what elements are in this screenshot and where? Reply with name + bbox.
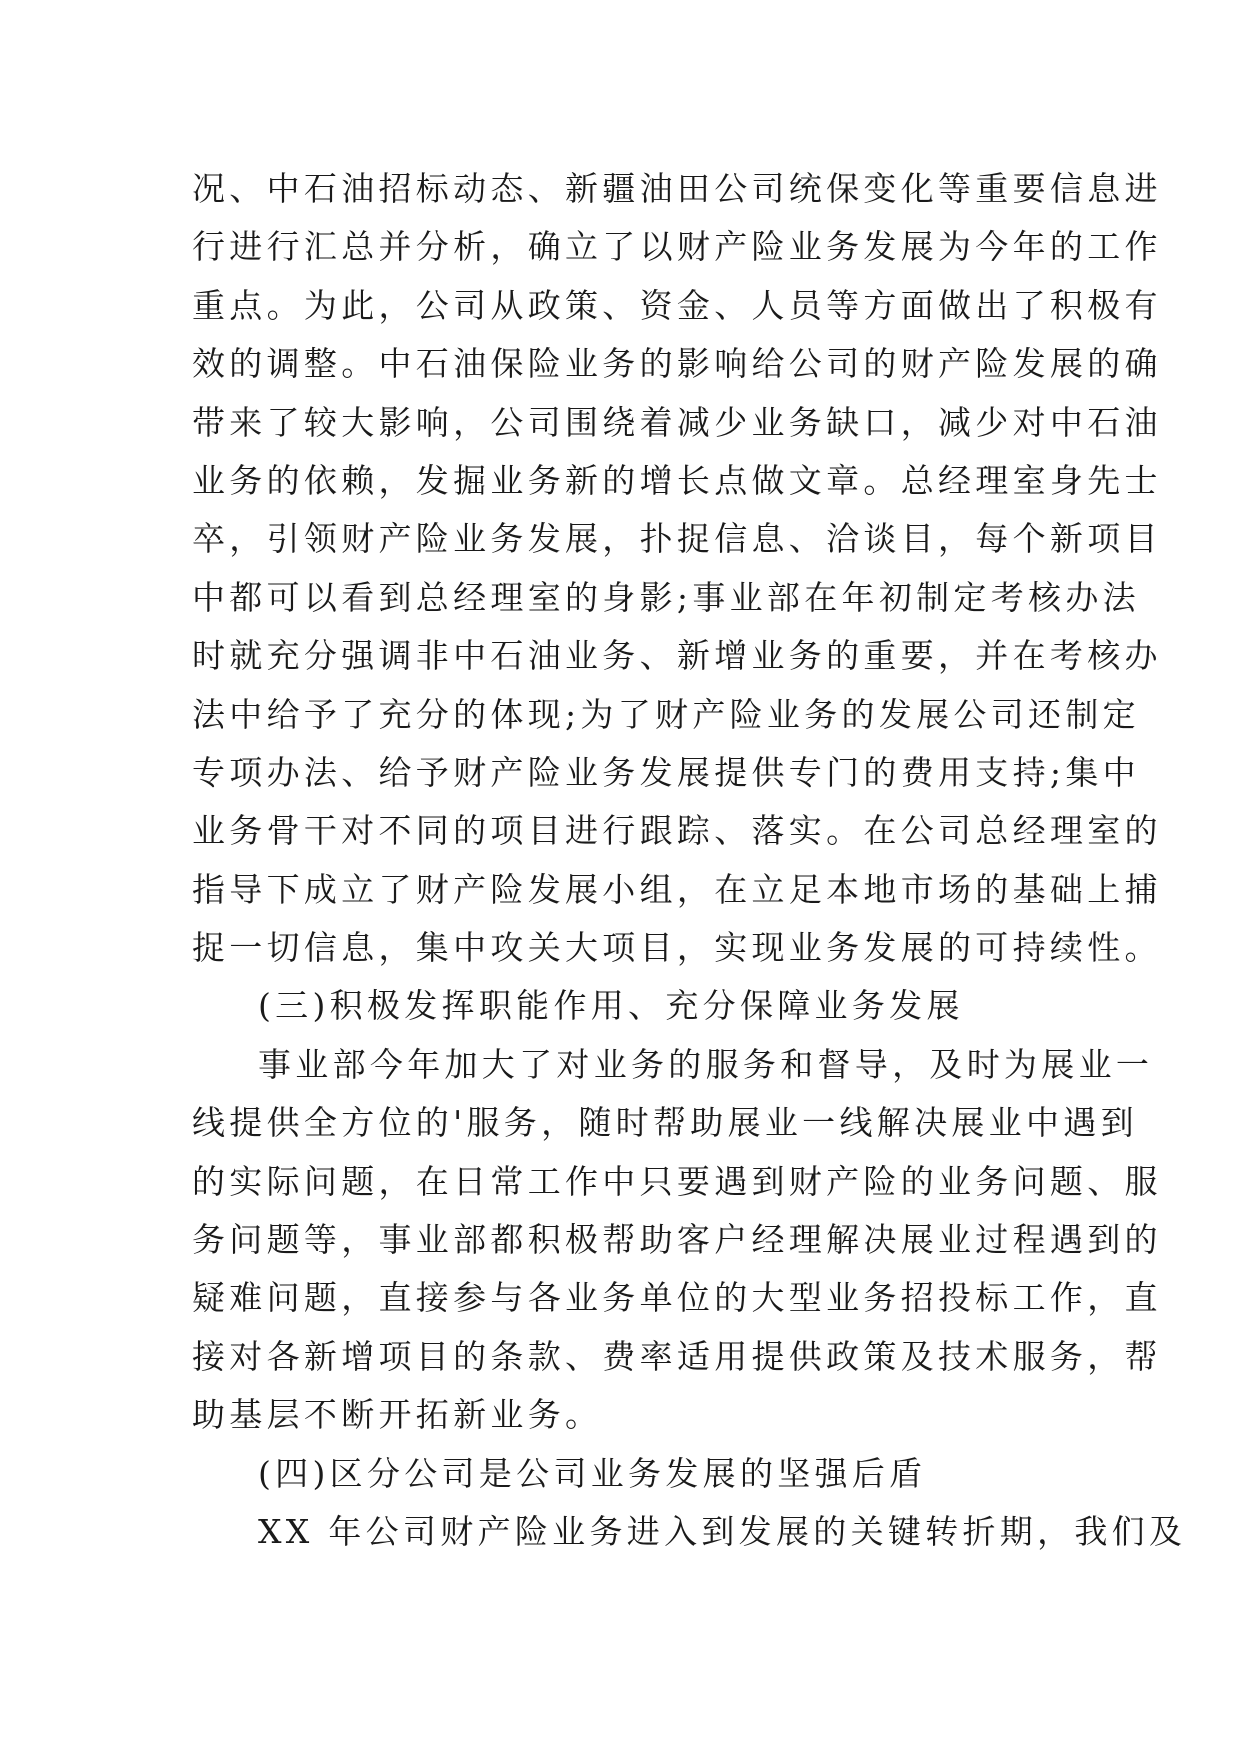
paragraph-2-line: 事业部今年加大了对业务的服务和督导，及时为展业一 xyxy=(258,1044,1154,1084)
paragraph-2-line: 线提供全方位的'服务，随时帮助展业一线解决展业中遇到 xyxy=(192,1103,1138,1143)
paragraph-2-line: 助基层不断开拓新业务。 xyxy=(192,1395,603,1435)
paragraph-1-line: 卒，引领财产险业务发展，扑捉信息、洽谈目，每个新项目 xyxy=(192,519,1162,559)
paragraph-1-line: 带来了较大影响，公司围绕着减少业务缺口，减少对中石油 xyxy=(192,402,1162,442)
paragraph-1-line: 捉一切信息，集中攻关大项目，实现业务发展的可持续性。 xyxy=(192,928,1162,968)
paragraph-1-line: 行进行汇总并分析，确立了以财产险业务发展为今年的工作 xyxy=(192,227,1162,267)
paragraph-1-line: 业务骨干对不同的项目进行跟踪、落实。在公司总经理室的 xyxy=(192,811,1162,851)
section-heading-3: (三)积极发挥职能作用、充分保障业务发展 xyxy=(258,986,964,1026)
document-body xyxy=(192,160,1187,1561)
paragraph-1-line: 效的调整。中石油保险业务的影响给公司的财产险发展的确 xyxy=(192,344,1162,384)
paragraph-1-line: 指导下成立了财产险发展小组，在立足本地市场的基础上捕 xyxy=(192,869,1162,909)
paragraph-1-line: 时就充分强调非中石油业务、新增业务的重要，并在考核办 xyxy=(192,636,1162,676)
paragraph-2-line: 的实际问题，在日常工作中只要遇到财产险的业务问题、服 xyxy=(192,1161,1162,1201)
paragraph-1-line: 中都可以看到总经理室的身影;事业部在年初制定考核办法 xyxy=(192,577,1140,617)
section-heading-4: (四)区分公司是公司业务发展的坚强后盾 xyxy=(258,1453,927,1493)
paragraph-2-line: 疑难问题，直接参与各业务单位的大型业务招投标工作，直 xyxy=(192,1278,1162,1318)
paragraph-3-line: XX 年公司财产险业务进入到发展的关键转折期，我们及 xyxy=(258,1511,1187,1551)
paragraph-1-line: 专项办法、给予财产险业务发展提供专门的费用支持;集中 xyxy=(192,752,1140,792)
paragraph-1-line: 重点。为此，公司从政策、资金、人员等方面做出了积极有 xyxy=(192,285,1162,325)
paragraph-1-line: 法中给予了充分的体现;为了财产险业务的发展公司还制定 xyxy=(192,694,1140,734)
paragraph-2-line: 务问题等，事业部都积极帮助客户经理解决展业过程遇到的 xyxy=(192,1220,1162,1260)
paragraph-1-line: 况、中石油招标动态、新疆油田公司统保变化等重要信息进 xyxy=(192,169,1162,208)
paragraph-1-line: 业务的依赖，发掘业务新的增长点做文章。总经理室身先士 xyxy=(192,460,1162,500)
paragraph-2-line: 接对各新增项目的条款、费率适用提供政策及技术服务，帮 xyxy=(192,1336,1162,1376)
